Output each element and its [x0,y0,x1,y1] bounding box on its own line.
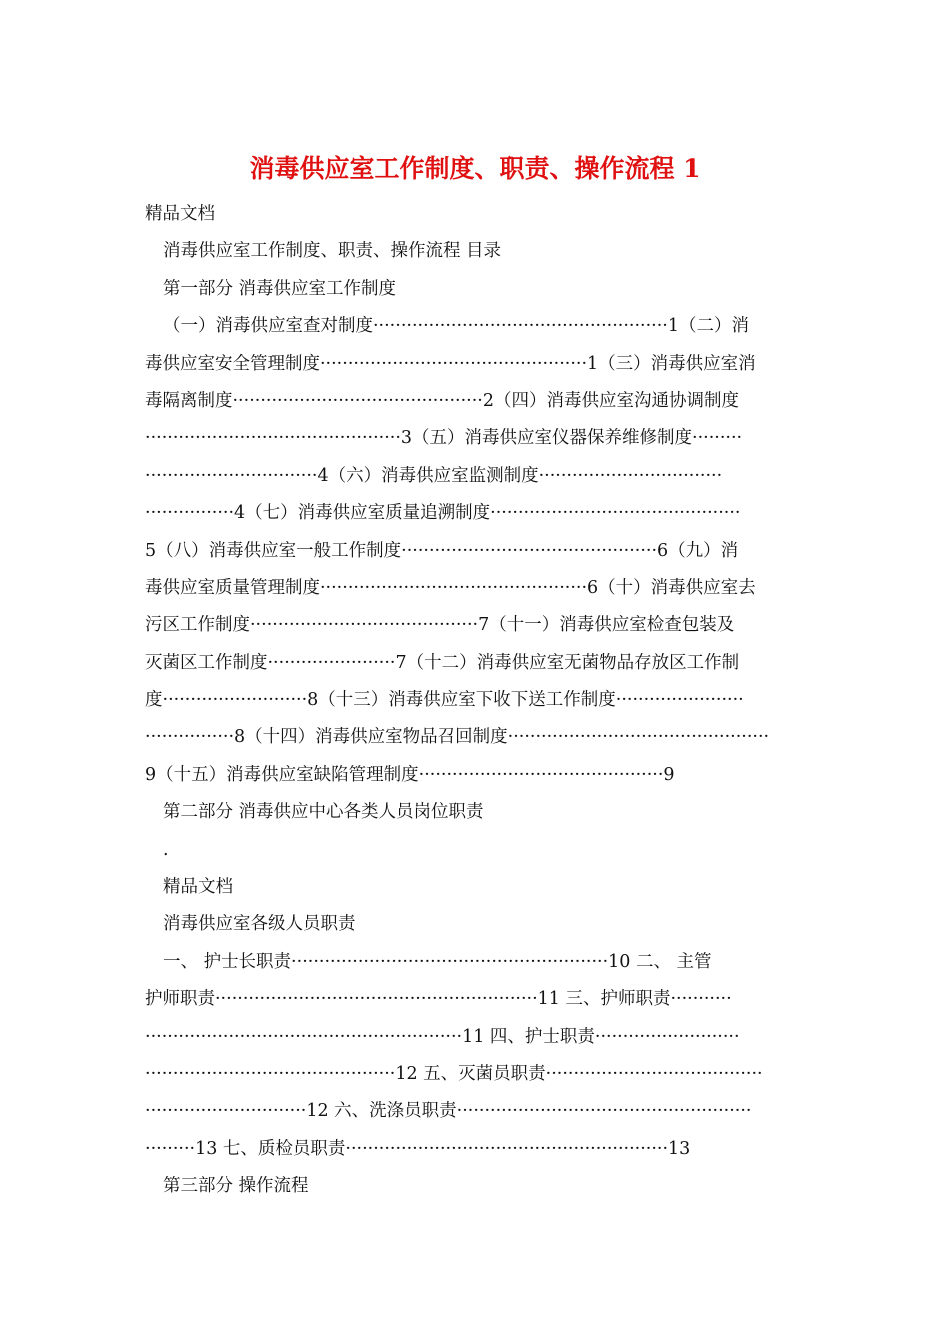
toc-line: 护师职责··························································11 三、护师职责··········· [145,989,732,1010]
section-heading: 消毒供应室各级人员职责 [163,914,356,935]
toc-line: ················8（十四）消毒供应室物品召回制度··············································· [145,727,770,748]
toc-line: 毒供应室质量管理制度················································6（十）消毒供应室去 [145,577,756,598]
header-label: 精品文档 [145,204,215,224]
header-label: 精品文档 [163,877,233,898]
toc-line: ··············································3（五）消毒供应室仪器保养维修制度········· [145,428,743,449]
toc-title: 消毒供应室工作制度、职责、操作流程 目录 [163,241,502,262]
toc-line: ·········13 七、质检员职责··························································13 [145,1138,691,1159]
toc-line: 毒供应室安全管理制度················································1（三）消毒供应室消 [145,353,756,374]
part1-toc [145,308,805,794]
toc-line: ·························································11 四、护士职责·························· [145,1026,740,1047]
part2-toc [145,944,805,1168]
toc-line: 9（十五）消毒供应室缺陷管理制度············································9 [145,764,675,785]
toc-line: ·············································12 五、灭菌员职责······································· [145,1063,763,1084]
part3-heading: 第三部分 操作流程 [163,1176,309,1197]
part2-heading: 第二部分 消毒供应中心各类人员岗位职责 [163,802,484,823]
toc-line: 灭菌区工作制度·······················7（十二）消毒供应室无菌物品存放区工作制 [145,652,740,673]
toc-line: 5（八）消毒供应室一般工作制度··············································6（九）消 [145,540,739,561]
toc-line: 度··························8（十三）消毒供应室下收下送工作制度······················· [145,690,744,711]
toc-line: 一、 护士长职责·························································10 二、 主管 [163,951,712,972]
toc-line: （一）消毒供应室查对制度·····················································1（二）消 [163,316,749,337]
separator-dot: . [163,839,169,860]
toc-line: ·····························12 六、洗涤员职责····················································· [145,1101,752,1122]
document-body [145,196,805,1206]
toc-line: 污区工作制度·········································7（十一）消毒供应室检查包装及 [145,615,735,636]
toc-line: ·······························4（六）消毒供应室监测制度································· [145,465,723,486]
part1-heading: 第一部分 消毒供应室工作制度 [163,278,397,299]
toc-line: ················4（七）消毒供应室质量追溯制度············································· [145,503,741,524]
toc-line: 毒隔离制度·············································2（四）消毒供应室沟通协调制度 [145,390,739,411]
document-title: 消毒供应室工作制度、职责、操作流程 1 [249,154,701,183]
